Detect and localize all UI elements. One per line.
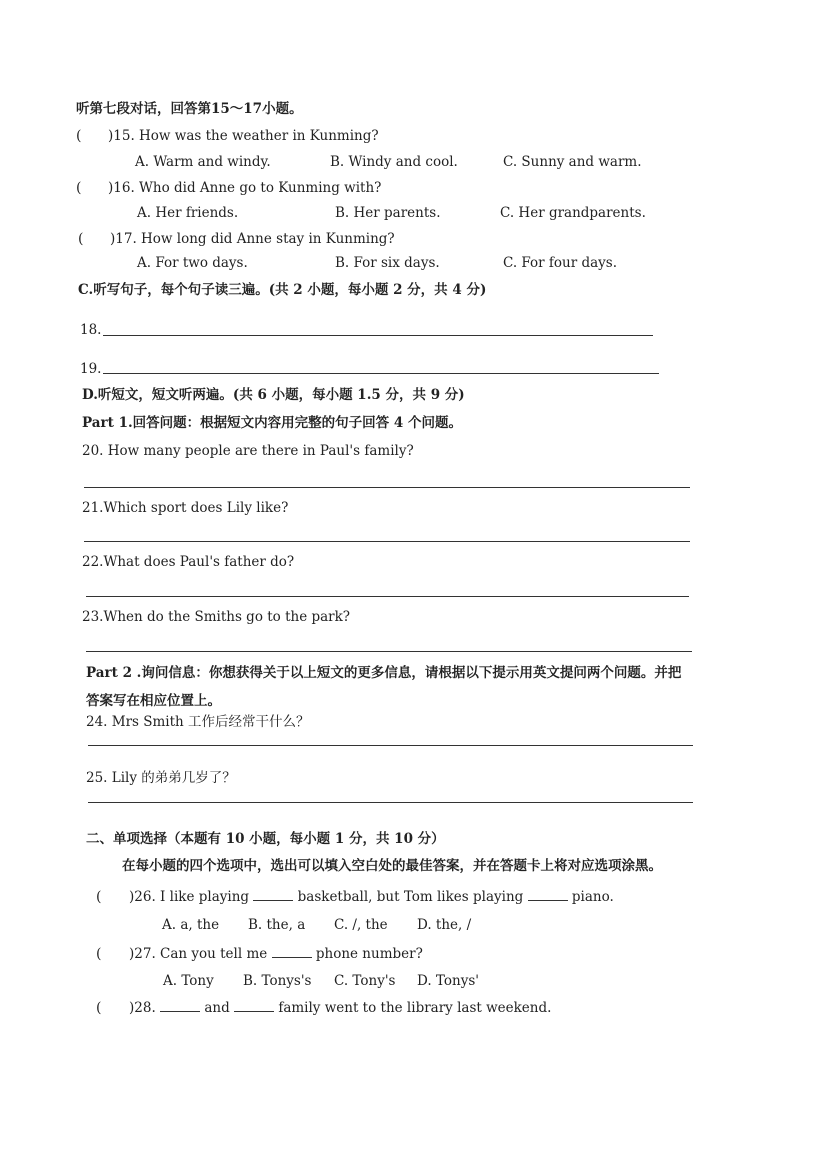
q26-stem-start: )26. I like playing <box>129 889 250 905</box>
q27-stem-start: )27. Can you tell me <box>129 946 268 962</box>
q28-answer-paren[interactable]: ( <box>96 1000 102 1016</box>
q27-answer-paren[interactable]: ( <box>96 946 102 962</box>
q20-stem: 20. How many people are there in Paul's family? <box>82 443 414 459</box>
dialogue-7-intro: 听第七段对话，回答第15～17小题。 <box>76 101 303 117</box>
section-c-title: C.听写句子，每个句子读三遍。(共 2 小题，每小题 2 分，共 4 分) <box>78 282 487 298</box>
section-d-title: D.听短文，短文听两遍。(共 6 小题，每小题 1.5 分，共 9 分) <box>82 387 465 403</box>
q22-stem: 22.What does Paul's father do? <box>82 554 295 570</box>
q25-answer-line[interactable] <box>88 802 693 803</box>
q16-option-c: C. Her grandparents. <box>500 205 646 221</box>
q17-option-b: B. For six days. <box>335 255 440 271</box>
q17-option-a: A. For two days. <box>137 255 248 271</box>
q21-stem: 21.Which sport does Lily like? <box>82 500 289 516</box>
q28-stem-start: )28. <box>129 1000 156 1016</box>
q27-blank[interactable] <box>272 946 312 958</box>
q16-answer-paren[interactable]: ( <box>76 180 82 196</box>
q28-stem <box>129 1000 551 1016</box>
q27-option-c: C. Tony's <box>334 973 396 989</box>
q28-stem-mid: and <box>204 1000 230 1016</box>
q25-prompt: 25. Lily 的弟弟几岁了？ <box>86 770 236 786</box>
q27-option-d: D. Tonys' <box>417 973 479 989</box>
q26-option-d: D. the, / <box>417 917 472 933</box>
q26-answer-paren[interactable]: ( <box>96 889 102 905</box>
q19-label: 19. <box>80 361 102 377</box>
q24-answer-line[interactable] <box>88 745 693 746</box>
q28-blank-2[interactable] <box>234 1000 274 1012</box>
q15-answer-paren[interactable]: ( <box>76 128 82 144</box>
q26-stem-end: piano. <box>571 889 614 905</box>
q26-blank-2[interactable] <box>528 889 568 901</box>
q27-stem <box>129 946 423 962</box>
q16-option-b: B. Her parents. <box>335 205 441 221</box>
q17-stem: )17. How long did Anne stay in Kunming? <box>110 231 395 247</box>
q15-option-c: C. Sunny and warm. <box>503 154 642 170</box>
q18-label: 18. <box>80 322 102 338</box>
q17-answer-paren[interactable]: ( <box>78 231 84 247</box>
q24-prompt: 24. Mrs Smith 工作后经常干什么？ <box>86 714 310 730</box>
q16-option-a: A. Her friends. <box>137 205 239 221</box>
q22-answer-line[interactable] <box>86 596 689 597</box>
q27-stem-end: phone number? <box>315 946 423 962</box>
q23-answer-line[interactable] <box>86 651 692 652</box>
part2-instruction-line2: 答案写在相应位置上。 <box>86 693 221 709</box>
q21-answer-line[interactable] <box>84 541 690 542</box>
q16-stem: )16. Who did Anne go to Kunming with? <box>108 180 382 196</box>
part1-instruction: Part 1.回答问题：根据短文内容用完整的句子回答 4 个问题。 <box>82 415 462 431</box>
section-2-instruction: 在每小题的四个选项中，选出可以填入空白处的最佳答案，并在答题卡上将对应选项涂黑。 <box>122 858 662 874</box>
q15-option-a: A. Warm and windy. <box>135 154 271 170</box>
q17-option-c: C. For four days. <box>503 255 618 271</box>
q23-stem: 23.When do the Smiths go to the park? <box>82 609 351 625</box>
part2-instruction-line1: Part 2 .询问信息：你想获得关于以上短文的更多信息，请根据以下提示用英文提问两个问题。并把 <box>86 665 682 681</box>
q26-option-a: A. a, the <box>162 917 220 933</box>
q28-blank-1[interactable] <box>160 1000 200 1012</box>
q15-stem: )15. How was the weather in Kunming? <box>108 128 379 144</box>
q28-stem-end: family went to the library last weekend. <box>278 1000 552 1016</box>
q26-option-c: C. /, the <box>334 917 388 933</box>
q27-option-a: A. Tony <box>163 973 214 989</box>
q26-blank-1[interactable] <box>253 889 293 901</box>
q26-stem-mid: basketball, but Tom likes playing <box>297 889 524 905</box>
q26-option-b: B. the, a <box>248 917 306 933</box>
q20-answer-line[interactable] <box>84 487 690 488</box>
section-2-title: 二、单项选择（本题有 10 小题，每小题 1 分，共 10 分） <box>86 831 445 847</box>
q18-answer-line[interactable] <box>103 335 653 336</box>
q27-option-b: B. Tonys's <box>243 973 312 989</box>
q19-answer-line[interactable] <box>103 373 659 374</box>
q26-stem <box>129 889 614 905</box>
q15-option-b: B. Windy and cool. <box>330 154 458 170</box>
